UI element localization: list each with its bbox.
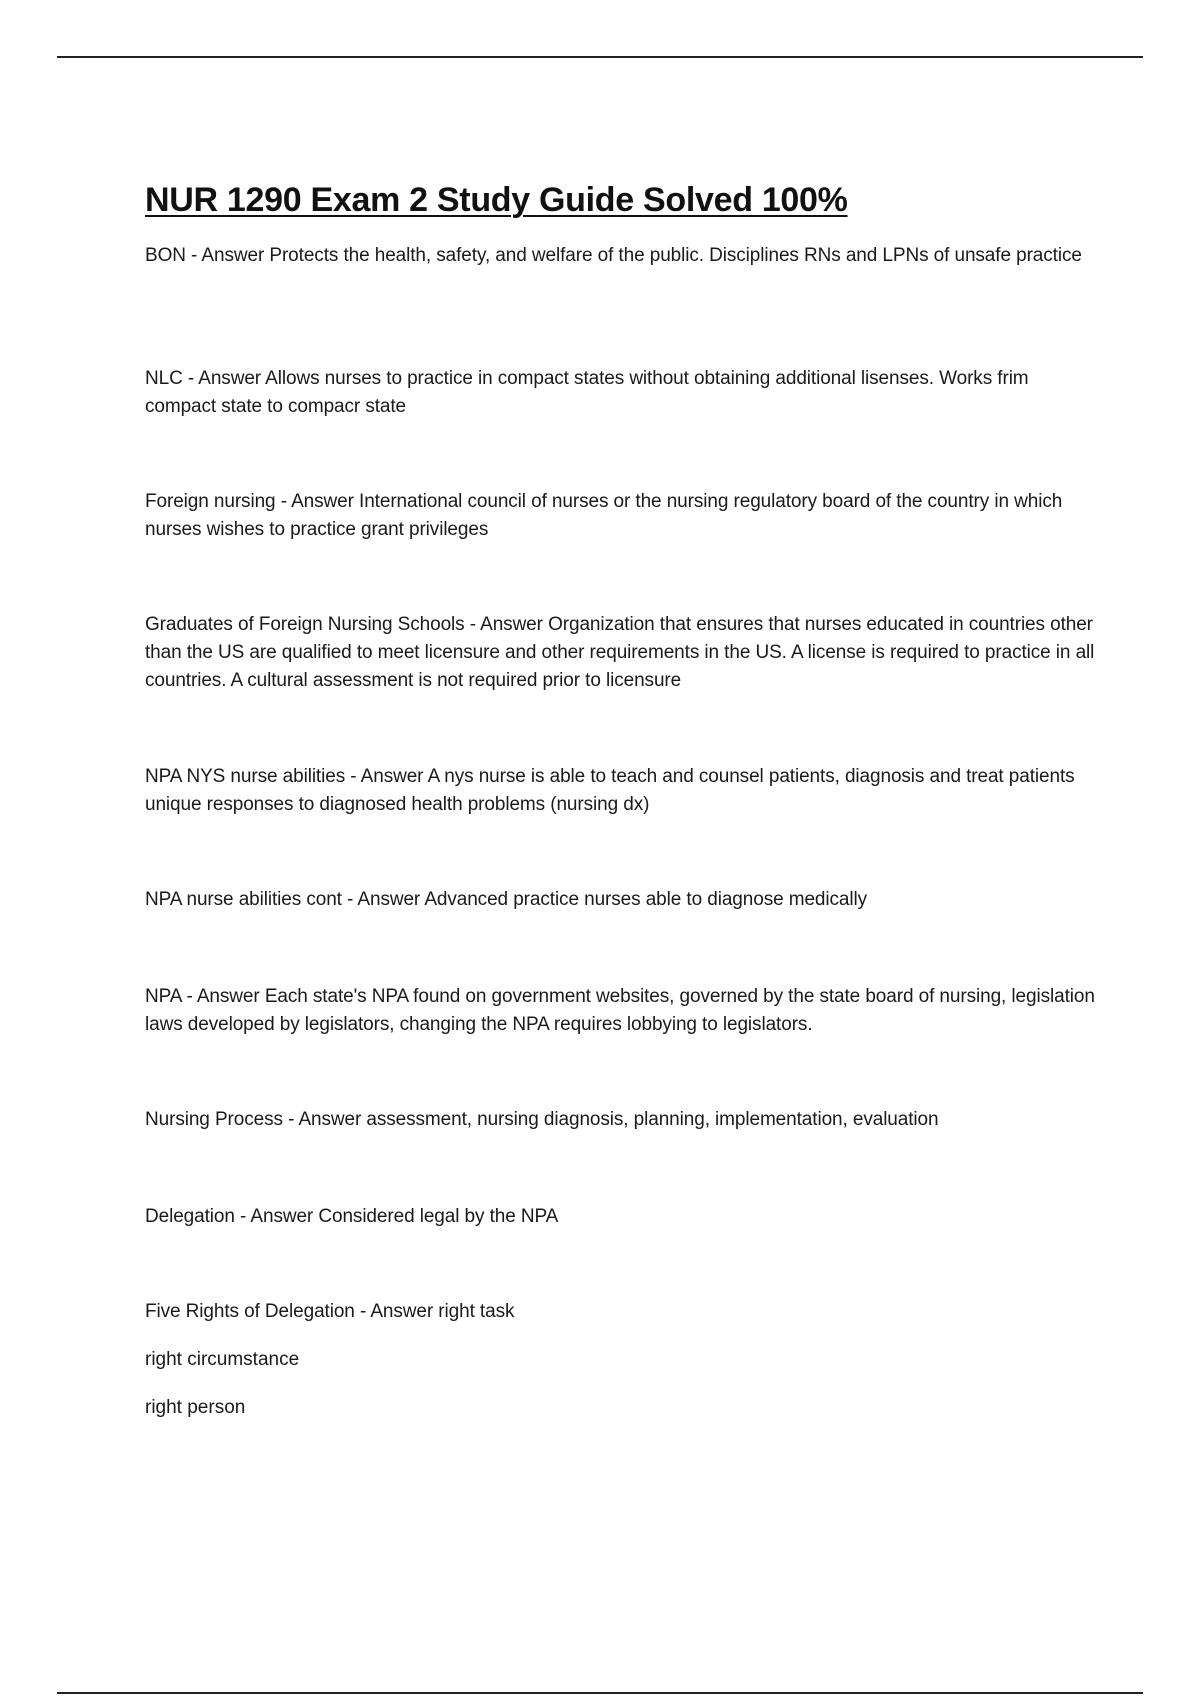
entry-term: NPA NYS nurse abilities - bbox=[145, 766, 361, 787]
entry-term: NPA nurse abilities cont - bbox=[145, 889, 357, 910]
entry-answer: right task bbox=[438, 1301, 515, 1322]
entry-term: Five Rights of Delegation - bbox=[145, 1301, 370, 1322]
qa-entry bbox=[145, 365, 1095, 488]
entry-term: Delegation - bbox=[145, 1206, 250, 1227]
answer-label: Answer bbox=[196, 986, 260, 1007]
entry-answer: Each state's NPA found on government websites, governed by the state board of nursing, legislation laws developed by legislators, changing the NPA requires lobbying to legislators. bbox=[145, 986, 1095, 1035]
entry-answer: Considered legal by the NPA bbox=[318, 1206, 559, 1227]
qa-entry bbox=[145, 488, 1095, 611]
answer-label: Answer bbox=[291, 491, 354, 512]
answer-label: Answer bbox=[250, 1206, 314, 1227]
answer-label: Answer bbox=[198, 368, 262, 389]
entry-term: Nursing Process - bbox=[145, 1109, 298, 1130]
entry-answer: Advanced practice nurses able to diagnose medically bbox=[424, 889, 868, 910]
footer-rule bbox=[57, 1692, 1143, 1694]
entry-answer: assessment, nursing diagnosis, planning, implementation, evaluation bbox=[366, 1109, 939, 1130]
qa-entry bbox=[145, 886, 1095, 983]
entry-term: NLC - bbox=[145, 368, 198, 389]
answer-label: Answer bbox=[201, 245, 265, 266]
qa-list bbox=[145, 242, 1095, 1422]
entry-answer: Protects the health, safety, and welfare of the public. Disciplines RNs and LPNs of unsafe practice bbox=[269, 245, 1082, 266]
continuation-line: right circumstance bbox=[145, 1349, 300, 1370]
continuation-line: right person bbox=[145, 1397, 246, 1418]
entry-term: BON - bbox=[145, 245, 201, 266]
answer-label: Answer bbox=[480, 614, 543, 635]
entry-term: Foreign nursing - bbox=[145, 491, 291, 512]
qa-entry bbox=[145, 983, 1095, 1106]
qa-entry bbox=[145, 763, 1095, 886]
entry-answer: International council of nurses or the nursing regulatory board of the country in which nurses wishes to practice grant privileges bbox=[145, 491, 1063, 540]
page-title: NUR 1290 Exam 2 Study Guide Solved 100% bbox=[145, 181, 848, 219]
answer-label: Answer bbox=[357, 889, 421, 910]
qa-entry bbox=[145, 242, 1095, 365]
answer-label: Answer bbox=[360, 766, 424, 787]
qa-entry bbox=[145, 1106, 1095, 1203]
entry-answer: Allows nurses to practice in compact states without obtaining additional lisenses. Works frim compact state to compacr state bbox=[145, 368, 1029, 417]
qa-entry bbox=[145, 1298, 1095, 1346]
entry-term: Graduates of Foreign Nursing Schools - bbox=[145, 614, 480, 635]
qa-entry bbox=[145, 1203, 1095, 1298]
entry-answer: Organization that ensures that nurses educated in countries other than the US are qualified to meet licensure and other requirements in the US. A license is required to practice in all countries. A cultural assessment is not required prior to licensure bbox=[145, 614, 1095, 691]
answer-label: Answer bbox=[298, 1109, 362, 1130]
header-rule bbox=[57, 56, 1143, 58]
entry-term: NPA - bbox=[145, 986, 197, 1007]
entry-answer: A nys nurse is able to teach and counsel patients, diagnosis and treat patients unique responses to diagnosed health problems (nursing dx) bbox=[145, 766, 1075, 815]
answer-label: Answer bbox=[370, 1301, 434, 1322]
qa-entry bbox=[145, 611, 1095, 763]
document-body bbox=[145, 178, 1095, 1442]
